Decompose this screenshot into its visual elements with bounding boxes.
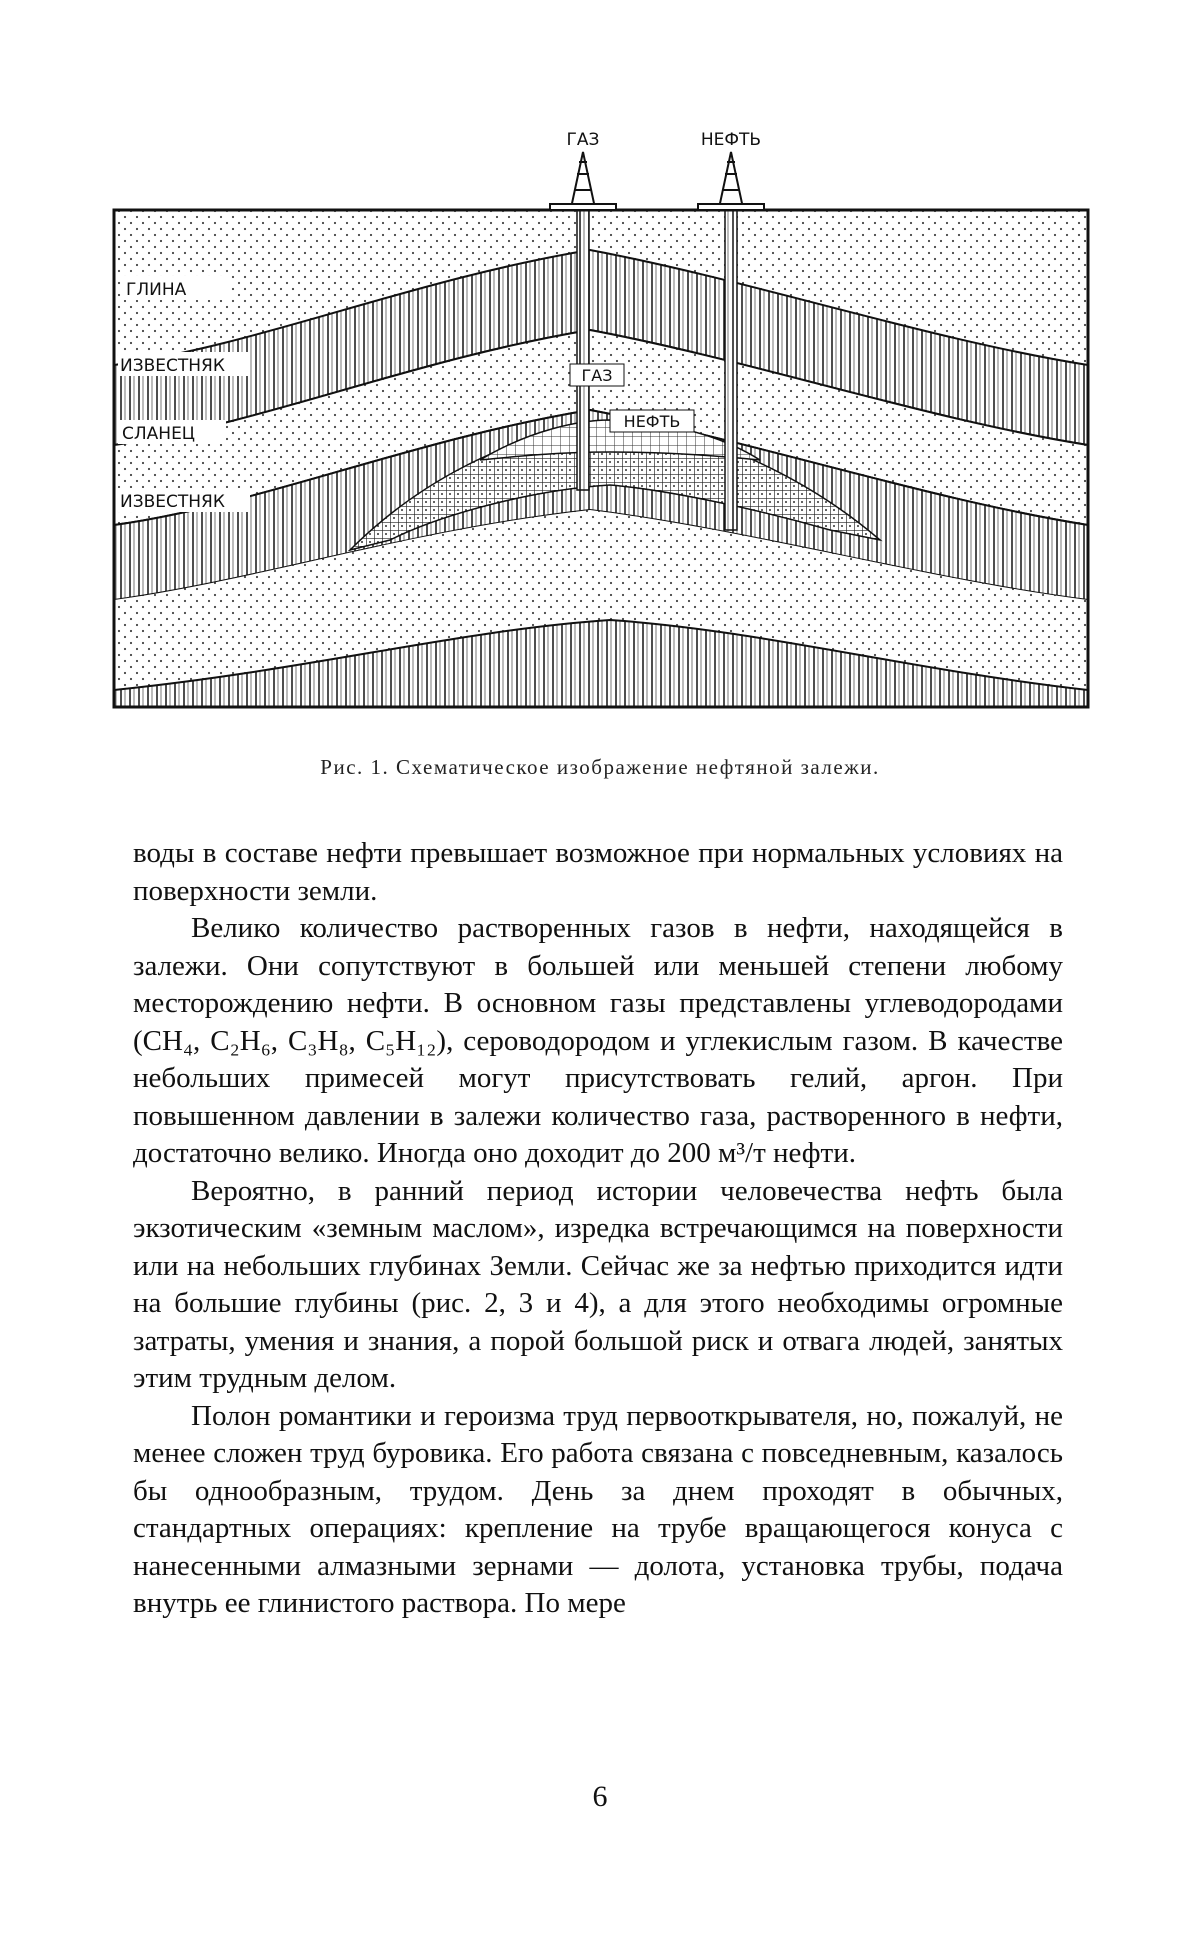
oil-derrick-label: НЕФТЬ (700, 130, 762, 150)
geological-figure (110, 130, 1095, 730)
paragraph-2: Велико количество растворенных газов в нефти, находящейся в залежи. Они сопутствуют в большей или меньшей степени любому месторождению нефти. В основном газы представлены углеводородами (CH₄, C₂H₆, C₃H₈, C₅H₁₂), сероводородом и углекислым газом. В качестве небольших примесей могут присутствовать гелий, аргон. При повышенном давлении в залежи количество газа, растворенного в нефти, достаточно велико. Иногда оно доходит до 200 м³/т нефти. (133, 912, 1063, 1169)
body-text (133, 835, 1063, 1623)
paragraph-1: воды в составе нефти превышает возможное при нормальных условиях на поверхности земли. (133, 837, 1063, 907)
figure-caption: Рис. 1. Схематическое изображение нефтяной залежи. (320, 755, 880, 779)
shale-label: СЛАНЕЦ (122, 424, 196, 444)
paragraph-3: Вероятно, в ранний период истории человечества нефть была экзотическим «земным маслом», изредка встречающимся на поверхности или на небольших глубинах Земли. Сейчас же за нефтью приходится идти на большие глубины (рис. 2, 3 и 4), а для этого необходимы огромные затраты, умения и знания, а порой большой риск и отвага людей, занятых этим трудным делом. (133, 1174, 1063, 1394)
paragraph-4: Полон романтики и героизма труд первооткрывателя, но, пожалуй, не менее сложен труд буровика. Его работа связана с повседневным, казалось бы однообразным, трудом. День за днем проходят в обычных, стандартных операциях: крепление на трубе вращающегося конуса с нанесенными алмазными зернами — долота, установка трубы, подача внутрь ее глинистого раствора. По мере (133, 1399, 1063, 1619)
gas-cap-label: ГАЗ (581, 366, 613, 385)
oil-trap-label: НЕФТЬ (623, 412, 681, 431)
gas-derrick (550, 152, 616, 210)
page-number: 6 (592, 1780, 608, 1813)
limestone-lower-label: ИЗВЕСТНЯК (120, 492, 225, 512)
clay-label: ГЛИНА (126, 280, 187, 300)
limestone-upper-label: ИЗВЕСТНЯК (120, 356, 225, 376)
oil-derrick (698, 152, 764, 210)
gas-derrick-label: ГАЗ (566, 130, 600, 150)
oil-deposit-diagram (110, 130, 1095, 730)
